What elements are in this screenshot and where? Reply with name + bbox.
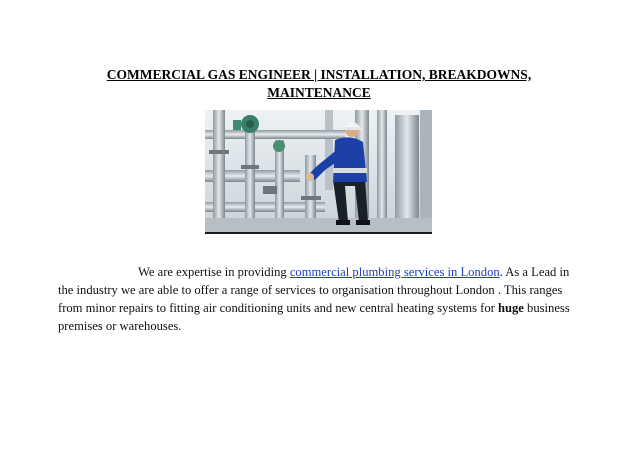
paragraph-intro: We are expertise in providing (138, 265, 290, 279)
body-paragraph (58, 263, 582, 335)
paragraph-middle: . As a Lead in the industry we are able to offer a range of services to organisation throughout London . This ranges from minor repairs to fitting air conditioning units and new central heating systems for (58, 265, 570, 315)
page-title: COMMERCIAL GAS ENGINEER | INSTALLATION, BREAKDOWNS, MAINTENANCE (106, 67, 532, 100)
bold-word: huge (497, 301, 524, 315)
image-bottom-rule (205, 232, 432, 234)
paragraph-ending: business premises or warehouses. (58, 301, 570, 333)
commercial-plumbing-link[interactable]: commercial plumbing services in London (289, 265, 500, 279)
gas-engineer-photo (205, 110, 432, 232)
